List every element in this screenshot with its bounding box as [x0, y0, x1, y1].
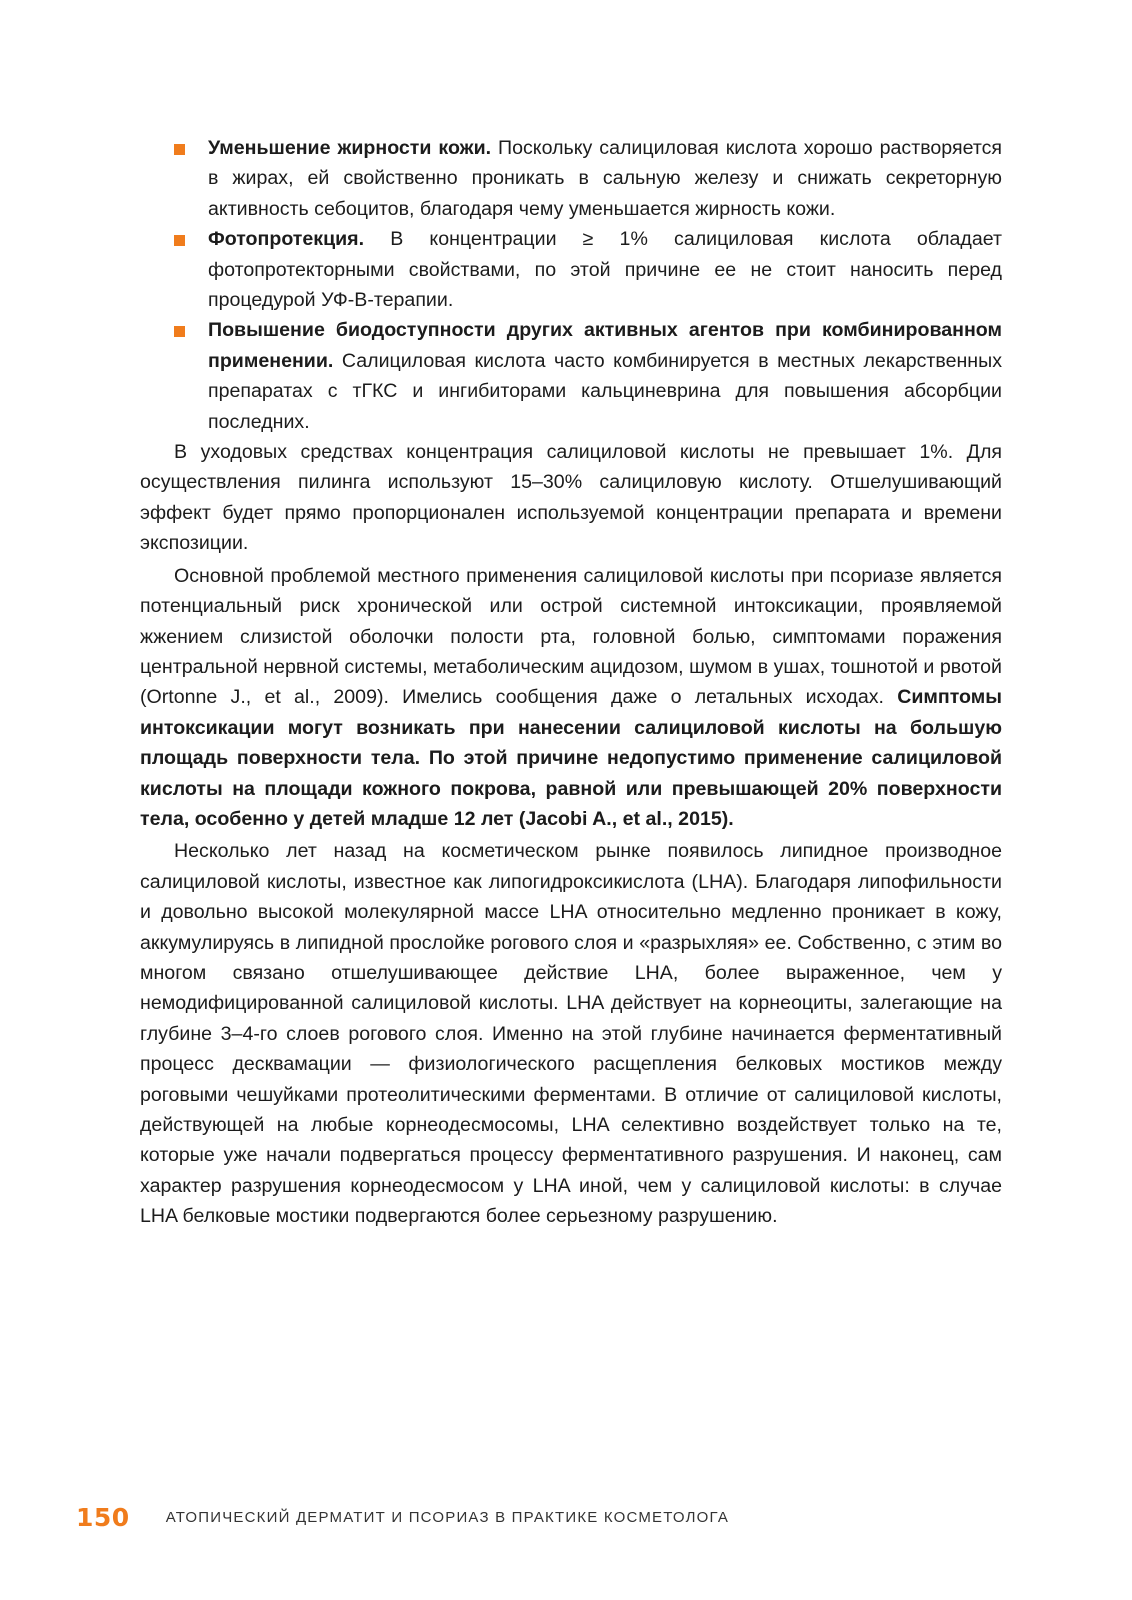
- page-body: [140, 133, 1002, 1232]
- list-item: [140, 133, 1002, 224]
- page-number: 150: [76, 1502, 130, 1532]
- paragraph-concentration: В уходовых средствах концентрация салициловой кислоты не превышает 1%. Для осуществления пилинга используют 15–30% салициловую кислоту. Отшелушивающий эффект будет прямо пропорционален используемой концентрации препарата и времени экспозиции.: [140, 441, 1002, 555]
- bullet-heading: Повышение биодоступности других активных агентов при комбинированном применении.: [208, 319, 1002, 372]
- page-footer: [76, 1502, 729, 1532]
- list-item: [140, 315, 1002, 437]
- bullet-heading: Уменьшение жирности кожи.: [208, 137, 492, 159]
- bullet-list: [140, 133, 1002, 437]
- orange-square-bullet-icon: [174, 235, 185, 246]
- paragraph-text: Основной проблемой местного применения салициловой кислоты при псориазе является потенциальный риск хронической или острой системной интоксикации, проявляемой жжением слизистой оболочки полости рта, головной болью, симптомами поражения центральной нервной системы, метаболическим ацидозом, шумом в ушах, тошнотой и рвотой (Ortonne J., et al., 2009). Имелись сообщения даже о летальных исходах.: [140, 564, 1002, 709]
- paragraph-lha: Несколько лет назад на косметическом рынке появилось липидное производное салициловой кислоты, известное как липогидроксикислота (LHA). Благодаря липофильности и довольно высокой молекулярной массе LHA относительно медленно проникает в кожу, аккумулируясь в липидной прослойке рогового слоя и «разрыхляя» ее. Собственно, с этим во многом связано отшелушивающее действие LHA, более выраженное, чем у немодифицированной салициловой кислоты. LHA действует на корнеоциты, залегающие на глубине 3–4-го слоев рогового слоя. Именно на этой глубине начинается ферментативный процесс десквамации — физиологического расщепления белковых мостиков между роговыми чешуйками протеолитическими ферментами. В отличие от салициловой кислоты, действующей на любые корнеодесмосомы, LHA селективно воздействует только на те, которые уже начали подвергаться процессу ферментативного разрушения. И наконец, сам характер разрушения корнеодесмосом у LHA иной, чем у салициловой кислоты: в случае LHA белковые мостики подвергаются более серьезному разрушению.: [140, 840, 1002, 1228]
- orange-square-bullet-icon: [174, 144, 185, 155]
- bullet-heading: Фотопротекция.: [208, 228, 365, 251]
- bullet-text: Салициловая кислота часто комбинируется в местных лекарственных препаратах с тГКС и ингибиторами кальциневрина для повышения абсорбции последних.: [208, 349, 1002, 433]
- list-item: [140, 224, 1002, 315]
- paragraph-bold-warning: Симптомы интоксикации могут возникать при нанесении салициловой кислоты на большую площадь поверхности тела. По этой причине недопустимо применение салициловой кислоты на площади кожного покрова, равной или превышающей 20% поверхности тела, особенно у детей младше 12 лет (Jacobi A., et al., 2015).: [140, 686, 1002, 830]
- running-title: АТОПИЧЕСКИЙ ДЕРМАТИТ И ПСОРИАЗ В ПРАКТИКЕ КОСМЕТОЛОГА: [165, 1508, 730, 1526]
- orange-square-bullet-icon: [174, 326, 185, 337]
- bullet-text: В концентрации ≥ 1% салициловая кислота обладает фотопротекторными свойствами, по этой причине ее не стоит наносить перед процедурой УФ-В-терапии.: [208, 228, 1002, 312]
- paragraph-intoxication: [140, 561, 1002, 835]
- bullet-text: Поскольку салициловая кислота хорошо растворяется в жирах, ей свойственно проникать в сальную железу и снижать секреторную активность себоцитов, благодаря чему уменьшается жирность кожи.: [208, 137, 1002, 220]
